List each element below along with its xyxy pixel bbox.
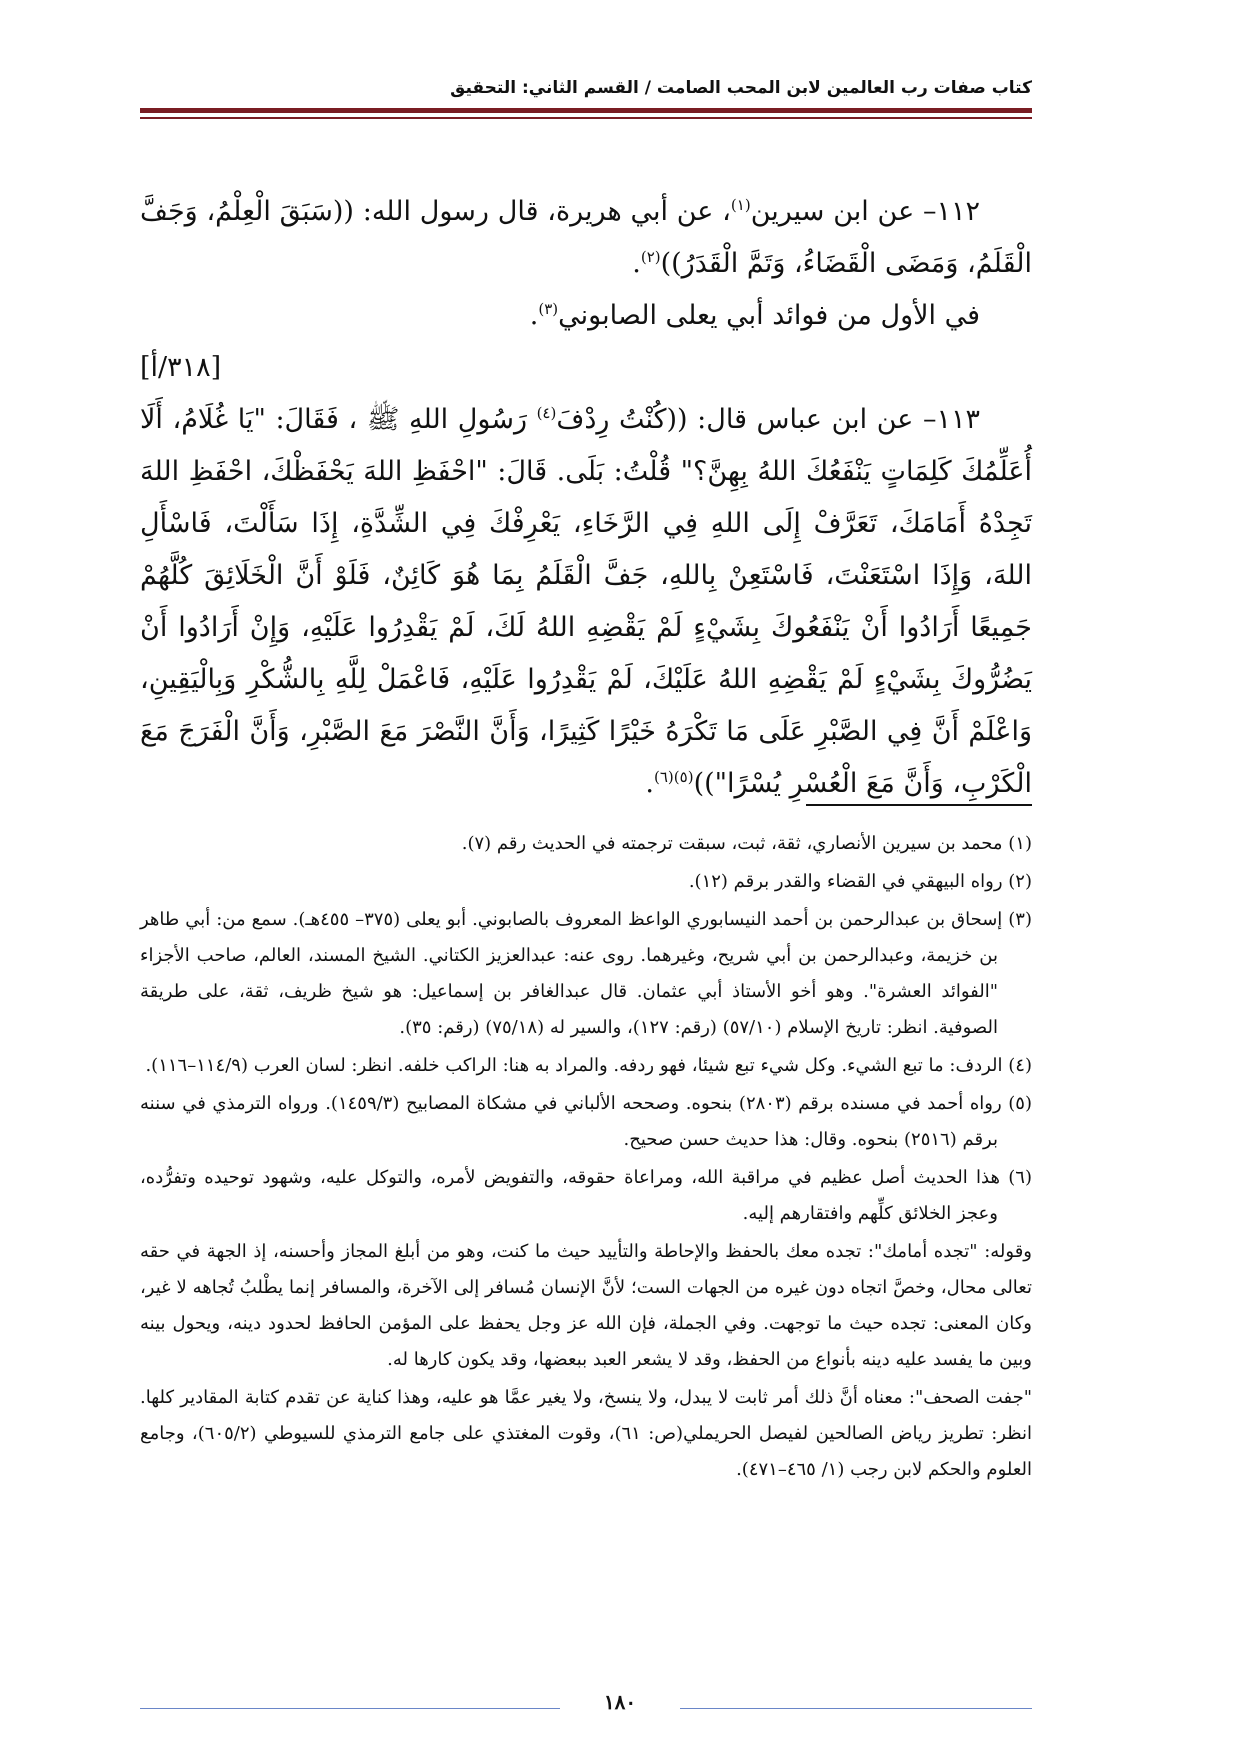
footnote-6-continuation-1: وقوله: "تجده أمامك": تجده معك بالحفظ والإحاطة والتأييد حيث ما كنت، وهو من أبلغ المجاز وأحسنه، إذ الجهة في حقه تعالى محال، وخصَّ اتجاه دون غيره من الجهات الست؛ لأنَّ الإنسان مُسافر إلى الآخرة، والمسافر إنما يطْلبُ تُجاهه لا غير، وكان المعنى: تجده حيث ما توجهت. وفي الجملة، فإن الله عز وجل يحفظ على المؤمن الحافظ لحدود دينه، ويحول بينه وبين ما يفسد عليه دينه بأنواع من الحفظ، وقد لا يشعر العبد ببعضها، وقد يكون كارها له. [140, 1241, 1032, 1370]
folio-marker: [٣١٨/أ] [140, 352, 222, 383]
footnote-1: (١) محمد بن سيرين الأنصاري، ثقة، ثبت، سبقت ترجمته في الحديث رقم (٧). [461, 833, 1032, 854]
footnote-2: (٢) رواه البيهقي في القضاء والقدر برقم (١٢). [688, 871, 1032, 892]
footnotes [140, 826, 1032, 1490]
footnote-5: (٥) رواه أحمد في مسنده برقم (٢٨٠٣) بنحوه. وصححه الألباني في مشكاة المصابيح (١٤٥٩/٣). ورواه الترمذي في سننه برقم (٢٥١٦) بنحوه. وقال: هذا حديث حسن صحيح. [140, 1093, 1032, 1150]
footnote-4: (٤) الردف: ما تبع الشيء. وكل شيء تبع شيئا، فهو ردفه. والمراد به هنا: الراكب خلفه. انظر: لسان العرب (١١٤/٩–١١٦). [145, 1055, 1032, 1076]
main-text [140, 186, 1032, 810]
running-header: كتاب صفات رب العالمين لابن المحب الصامت / القسم الثاني: التحقيق [450, 78, 1032, 98]
hadith-112: ١١٢– عن ابن سيرين$^{(١)}$، عن أبي هريرة، قال رسول الله: ((سَبَقَ الْعِلْمُ، وَجَفَّ الْقَلَمُ، وَمَضَى الْقَضَاءُ، وَتَمَّ الْقَدَرُ))$^{(٢)}$. [140, 196, 1032, 279]
footnote-separator [806, 804, 1032, 806]
header-rule-thin [140, 117, 1032, 119]
footnote-ref-1[interactable]: (١) [730, 196, 751, 214]
footnote-ref-3[interactable]: (٣) [538, 300, 559, 318]
header-rule-thick [140, 108, 1032, 113]
footnote-6: (٦) هذا الحديث أصل عظيم في مراقبة الله، ومراعاة حقوقه، والتفويض لأمره، والتوكل عليه، وشهود توحيده وتفرُّده، وعجز الخلائق كلِّهم وافتقارهم إليه. [140, 1167, 1032, 1224]
page-number: ١٨٠ [560, 1690, 680, 1714]
footnote-6-continuation-2: "جفت الصحف": معناه أنَّ ذلك أمر ثابت لا يبدل، ولا ينسخ، ولا يغير عمَّا هو عليه، وهذا كناية عن تقدم كتابة المقادير كلها. انظر: تطريز رياض الصالحين لفيصل الحريملي(ص: ٦١)، وقوت المغتذي على جامع الترمذي للسيوطي (٦٠٥/٢)، وجامع العلوم والحكم لابن رجب (١/ ٤٦٥–٤٧١). [140, 1387, 1032, 1480]
footnote-3: (٣) إسحاق بن عبدالرحمن بن أحمد النيسابوري الواعظ المعروف بالصابوني. أبو يعلى (٣٧٥– ٤٥٥هـ). سمع من: أبي طاهر بن خزيمة، وعبدالرحمن بن أبي شريح، وغيرهما. روى عنه: عبدالعزيز الكتاني. الشيخ المسند، العالم، صاحب الأجزاء "الفوائد العشرة". وهو أخو الأستاذ أبي عثمان. قال عبدالغافر بن إسماعيل: هو شيخ ظريف، ثقة، على طريقة الصوفية. انظر: تاريخ الإسلام (٥٧/١٠) (رقم: ١٢٧)، والسير له (٧٥/١٨) (رقم: ٣٥). [140, 909, 1032, 1038]
footnote-ref-4[interactable]: (٤) [536, 404, 557, 422]
hadith-113: ١١٣– عن ابن عباس قال: ((كُنْتُ رِدْفَ$^{(٤)}$ رَسُولِ اللهِ ﷺ ، فَقَالَ: "يَا غُلَامُ، أَلَا أُعَلِّمُكَ كَلِمَاتٍ يَنْفَعُكَ اللهُ بِهِنَّ؟" قُلْتُ: بَلَى. قَالَ: "احْفَظِ اللهَ يَحْفَظْكَ، احْفَظِ اللهَ تَجِدْهُ أَمَامَكَ، تَعَرَّفْ إِلَى اللهِ فِي الرَّخَاءِ، يَعْرِفْكَ فِي الشِّدَّةِ، إِذَا سَأَلْتَ، فَاسْأَلِ اللهَ، وَإِذَا اسْتَعَنْتَ، فَاسْتَعِنْ بِاللهِ، جَفَّ الْقَلَمُ بِمَا هُوَ كَائِنٌ، فَلَوْ أَنَّ الْخَلَائِقَ كُلَّهُمْ جَمِيعًا أَرَادُوا أَنْ يَنْفَعُوكَ بِشَيْءٍ لَمْ يَقْضِهِ اللهُ لَكَ، لَمْ يَقْدِرُوا عَلَيْهِ، وَإِنْ أَرَادُوا أَنْ يَضُرُّوكَ بِشَيْءٍ لَمْ يَقْضِهِ اللهُ عَلَيْكَ، لَمْ يَقْدِرُوا عَلَيْهِ، فَاعْمَلْ لِلَّهِ بِالشُّكْرِ وَبِالْيَقِينِ، وَاعْلَمْ أَنَّ فِي الصَّبْرِ عَلَى مَا تَكْرَهُ خَيْرًا كَثِيرًا، وَأَنَّ النَّصْرَ مَعَ الصَّبْرِ، وَأَنَّ الْفَرَجَ مَعَ الْكَرْبِ، وَأَنَّ مَعَ الْعُسْرِ يُسْرًا"))$^{(٥)(٦)}$. [140, 404, 1032, 799]
footnote-ref-5-6[interactable]: (٥)(٦) [654, 768, 694, 786]
hadith-112-source: في الأول من فوائد أبي يعلى الصابوني$^{(٣)}$. [529, 300, 980, 331]
footnote-ref-2[interactable]: (٢) [640, 248, 661, 266]
